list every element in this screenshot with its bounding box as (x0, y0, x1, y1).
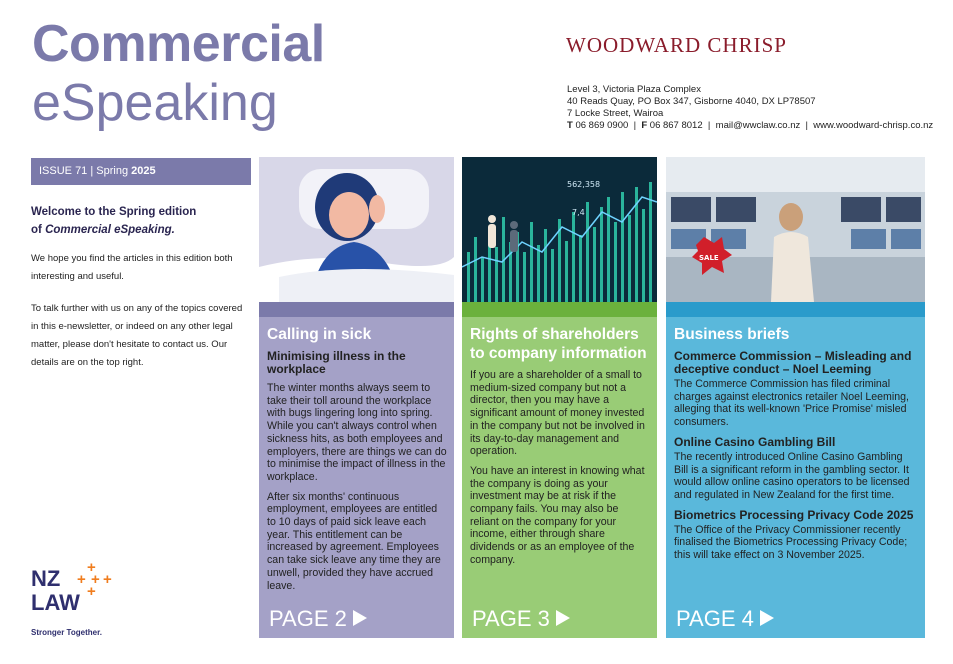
firm-name: WOODWARD CHRISP (566, 33, 787, 57)
card-paragraph: The winter months always seem to take their toll around the workplace with bugs lingering long into spring. While you can't always control when sickness hits, as both employees and employers, there are things we can do to minimise the impact of illness in the workplace. (267, 382, 447, 483)
website-link[interactable]: www.woodward-chrisp.co.nz (813, 120, 934, 131)
welcome-line1: Welcome to the Spring edition (31, 206, 197, 218)
card-title: Business briefs (674, 326, 790, 343)
arrow-right-icon (353, 610, 367, 626)
welcome-prefix: of (31, 224, 42, 236)
firm-address (567, 84, 933, 132)
card-paragraph: If you are a shareholder of a small to medium-sized company but not a director, then you may have a significant amount of money invested in the company but not be involved in its day-to-day management and operation. (470, 369, 645, 458)
contact-paragraph: To talk further with us on any of the topics covered in this e-newsletter, or indeed on any other legal matter, please don't hesitate to contact us. Our details are on the top right. (31, 303, 243, 368)
intro-paragraph: We hope you find the articles in this edition both interesting and useful. (31, 253, 233, 282)
brief-heading: Biometrics Processing Privacy Code 2025 (674, 507, 914, 522)
stock-chart-image (462, 157, 657, 302)
address-line: 7 Locke Street, Wairoa (567, 108, 664, 119)
brief-text: The Commerce Commission has filed criminal charges against electronics retailer Noel Leeming, alleging that its well-known 'Price Promise' misled consumers. (674, 378, 909, 429)
chart-number: 562,358 (567, 180, 601, 189)
brief-heading: Online Casino Gambling Bill (674, 434, 836, 449)
card-body (674, 325, 914, 569)
address-line: 40 Reads Quay, PO Box 347, Gisborne 4040, DX LP78507 (567, 96, 816, 107)
issue-label: ISSUE 71 | Spring (39, 165, 129, 177)
address-line: Level 3, Victoria Plaza Complex (567, 84, 701, 95)
article-card-calling-in-sick[interactable] (259, 157, 454, 638)
welcome-publication: Commercial eSpeaking. (45, 224, 175, 236)
phone-label: T (567, 120, 573, 131)
card-accent-strip (666, 302, 925, 317)
card-accent-strip (462, 302, 657, 317)
newsletter-title-line1: Commercial (32, 15, 325, 73)
welcome-heading (31, 203, 241, 239)
issue-year: 2025 (131, 165, 156, 177)
page-label: PAGE 4 (676, 606, 754, 631)
card-paragraph: You have an interest in knowing what the company is doing as your investment may be at risk if the company fails. You may also be reliant on the company for your income, either through share dividends or as an employee of the company. (470, 464, 645, 566)
page-link[interactable] (269, 607, 367, 631)
sale-badge: SALE (699, 254, 719, 262)
newsletter-title-line2: eSpeaking (32, 74, 278, 132)
arrow-right-icon (760, 610, 774, 626)
article-card-business-briefs[interactable] (666, 157, 925, 638)
fax-label: F (641, 120, 648, 131)
brief-text: The recently introduced Online Casino Gambling Bill is a significant reform in the gambling sector. It would allow online casino operators to be licensed and regulated in New Zealand for the first time. (674, 450, 910, 501)
card-body (267, 325, 447, 599)
welcome-line2 (31, 221, 241, 239)
article-card-shareholders[interactable] (462, 157, 657, 638)
card-subtitle: Minimising illness in the workplace (267, 349, 406, 376)
nz-law-logo: NZ LAW + + + + + Stronger Together. (31, 559, 112, 637)
arrow-right-icon (556, 610, 570, 626)
card-title: Rights of shareholders to company information (470, 326, 647, 362)
fax-number: 06 867 8012 (649, 120, 703, 131)
electronics-store-image (666, 157, 925, 302)
brief-text: The Office of the Privacy Commissioner recently finalised the Biometrics Processing Privacy Code; this will take effect on 3 November 2025. (674, 523, 908, 562)
sick-person-illustration (259, 157, 454, 302)
card-accent-strip (259, 302, 454, 317)
issue-banner (31, 158, 251, 185)
logo-nz: NZ (31, 566, 61, 591)
brief-heading: Commerce Commission – Misleading and deceptive conduct – Noel Leeming (674, 349, 912, 376)
card-body (470, 325, 650, 574)
page-label: PAGE 3 (472, 606, 550, 631)
card-paragraph: After six months' continuous employment, employees are entitled to 10 days of paid sick leave each year. This entitlement can be increased by agreement. Employees can take sick leave any time they are unwell, provided they have accrued leave. (267, 490, 441, 592)
page-link[interactable] (472, 607, 570, 631)
phone-number[interactable]: 06 869 0900 (575, 120, 629, 131)
logo-tagline: Stronger Together. (31, 628, 102, 637)
logo-law: LAW (31, 590, 80, 615)
email-link[interactable]: mail@wwclaw.co.nz (715, 120, 801, 131)
page-label: PAGE 2 (269, 606, 347, 631)
contact-line: T 06 869 0900 | F 06 867 8012 | mail@wwclaw.co.nz | www.woodward-chrisp.co.nz (567, 120, 934, 131)
card-title: Calling in sick (267, 326, 372, 343)
page-link[interactable] (676, 607, 774, 631)
chart-number: 7,4 (572, 208, 585, 217)
